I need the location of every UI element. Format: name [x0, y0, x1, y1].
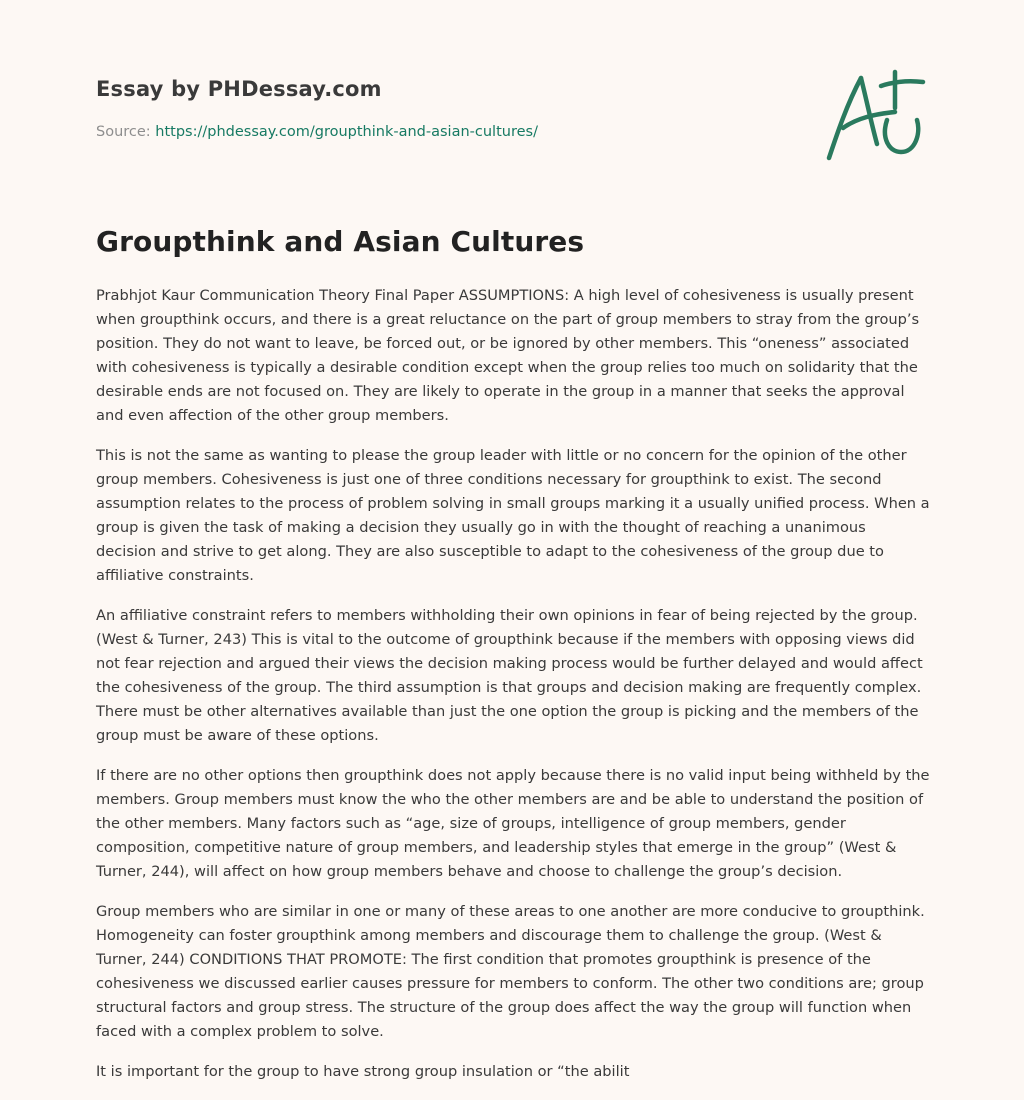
- essay-paragraph: It is important for the group to have strong group insulation or “the abilit: [96, 1063, 630, 1080]
- a-plus-logo-icon: [823, 68, 927, 164]
- essay-paragraph: If there are no other options then groupthink does not apply because there is no valid input being withheld by the members. Group members must know the who the other members are and be able to understand the position of the other members. Many factors such as “age, size of groups, intelligence of group members, gender composition, competitive nature of group members, and leadership styles that emerge in the group” (West & Turner, 244), will affect on how group members behave and choose to challenge the group’s decision.: [96, 767, 930, 880]
- essay-paragraph: This is not the same as wanting to please the group leader with little or no concern for the opinion of the other group members. Cohesiveness is just one of three conditions necessary for groupthink to exist. The second assumption relates to the process of problem solving in small groups marking it a usually unified process. When a group is given the task of making a decision they usually go in with the thought of reaching a unanimous decision and strive to get along. They are also susceptible to adapt to the cohesiveness of the group due to affiliative constraints.: [96, 447, 930, 584]
- essay-paragraph: An affiliative constraint refers to members withholding their own opinions in fear of being rejected by the group. (West & Turner, 243) This is vital to the outcome of groupthink because if the members with opposing views did not fear rejection and argued their views the decision making process would be further delayed and would affect the cohesiveness of the group. The third assumption is that groups and decision making are frequently complex. There must be other alternatives available than just the one option the group is picking and the members of the group must be aware of these options.: [96, 607, 923, 744]
- essay-paragraph: Prabhjot Kaur Communication Theory Final Paper ASSUMPTIONS: A high level of cohesiveness is usually present when groupthink occurs, and there is a great reluctance on the part of group members to stray from the group’s position. They do not want to leave, be forced out, or be ignored by other members. This “oneness” associated with cohesiveness is typically a desirable condition except when the group relies too much on solidarity that the desirable ends are not focused on. They are likely to operate in the group in a manner that seeks the approval and even affection of the other group members.: [96, 287, 920, 424]
- site-title: Essay by PHDessay.com: [96, 77, 382, 101]
- source-label: Source:: [96, 124, 151, 140]
- source-line: [96, 124, 538, 140]
- source-link[interactable]: https://phdessay.com/groupthink-and-asian-cultures/: [155, 124, 538, 140]
- essay-title: Groupthink and Asian Cultures: [96, 225, 585, 258]
- essay-paragraph: Group members who are similar in one or many of these areas to one another are more conducive to groupthink. Homogeneity can foster groupthink among members and discourage them to challenge the group. (West & Turner, 244) CONDITIONS THAT PROMOTE: The first condition that promotes groupthink is presence of the cohesiveness we discussed earlier causes pressure for members to conform. The other two conditions are; group structural factors and group stress. The structure of the group does affect the way the group will function when faced with a complex problem to solve.: [96, 903, 925, 1040]
- essay-body: [96, 284, 930, 1100]
